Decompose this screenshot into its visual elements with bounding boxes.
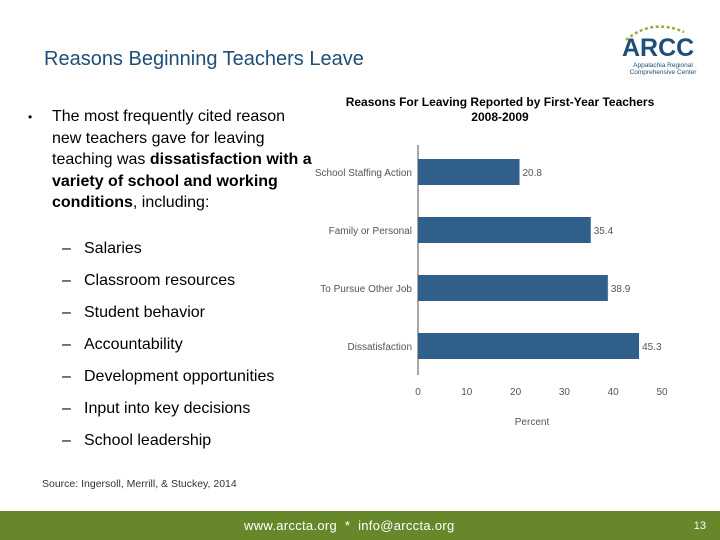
list-item-label: School leadership: [84, 432, 212, 449]
value-label: 45.3: [642, 342, 662, 353]
list-item-label: Accountability: [84, 336, 183, 353]
chart-subtitle: 2008-2009: [471, 110, 529, 124]
chart-title: Reasons For Leaving Reported by First-Year Teachers: [345, 95, 655, 109]
page-number: 13: [693, 520, 706, 532]
list-item-label: Classroom resources: [84, 272, 236, 289]
footer-bar: [0, 511, 720, 540]
condition-list-item: [62, 240, 142, 258]
x-tick-label: 20: [510, 387, 522, 398]
condition-list-item: [62, 272, 235, 290]
arcc-logo: [612, 22, 704, 80]
category-label: School Staffing Action: [314, 168, 412, 179]
list-dash: –: [62, 272, 71, 289]
list-item-label: Input into key decisions: [84, 400, 251, 417]
category-label: Dissatisfaction: [347, 342, 412, 353]
x-axis-label: Percent: [514, 417, 550, 428]
condition-list-item: [62, 368, 274, 386]
bar: [418, 159, 520, 185]
bar: [418, 333, 639, 359]
x-tick-label: 0: [415, 387, 421, 398]
value-label: 38.9: [610, 284, 631, 295]
bullet-emphasis: dissatisfaction with a variety of school and working conditions: [52, 151, 312, 211]
category-label: To Pursue Other Job: [320, 284, 412, 295]
condition-list-item: [62, 432, 211, 450]
category-label: Family or Personal: [328, 226, 412, 237]
value-label: 20.8: [522, 168, 542, 179]
bullet-marker: •: [28, 110, 33, 124]
condition-list-item: [62, 400, 250, 418]
bar: [418, 275, 608, 301]
bullet-text: The most frequently cited reason new teachers gave for leaving teaching was dissatisfaction with a variety of school and working conditions, including:: [52, 108, 312, 211]
bar: [418, 217, 591, 243]
condition-list-item: [62, 336, 183, 354]
x-tick-label: 30: [558, 387, 570, 398]
logo-wordmark: ARCC: [622, 34, 695, 62]
source-citation: Source: Ingersoll, Merrill, & Stuckey, 2014: [42, 478, 237, 490]
bar-chart: [310, 135, 680, 435]
logo-subtitle: Appalachia Regional Comprehensive Center: [629, 62, 697, 76]
list-item-label: Student behavior: [84, 304, 205, 321]
list-dash: –: [62, 240, 71, 257]
list-item-label: Salaries: [84, 240, 142, 257]
slide-title: Reasons Beginning Teachers Leave: [44, 48, 364, 70]
footer-contact: www.arccta.org * info@arccta.org: [244, 518, 455, 533]
list-dash: –: [62, 304, 71, 321]
list-dash: –: [62, 336, 71, 353]
chart-title-block: [300, 95, 700, 125]
x-tick-label: 50: [656, 387, 668, 398]
x-tick-label: 40: [607, 387, 619, 398]
list-item-label: Development opportunities: [84, 368, 275, 385]
list-dash: –: [62, 368, 71, 385]
x-tick-label: 10: [461, 387, 473, 398]
list-dash: –: [62, 400, 71, 417]
value-label: 35.4: [593, 226, 614, 237]
condition-list-item: [62, 304, 205, 322]
list-dash: –: [62, 432, 71, 449]
